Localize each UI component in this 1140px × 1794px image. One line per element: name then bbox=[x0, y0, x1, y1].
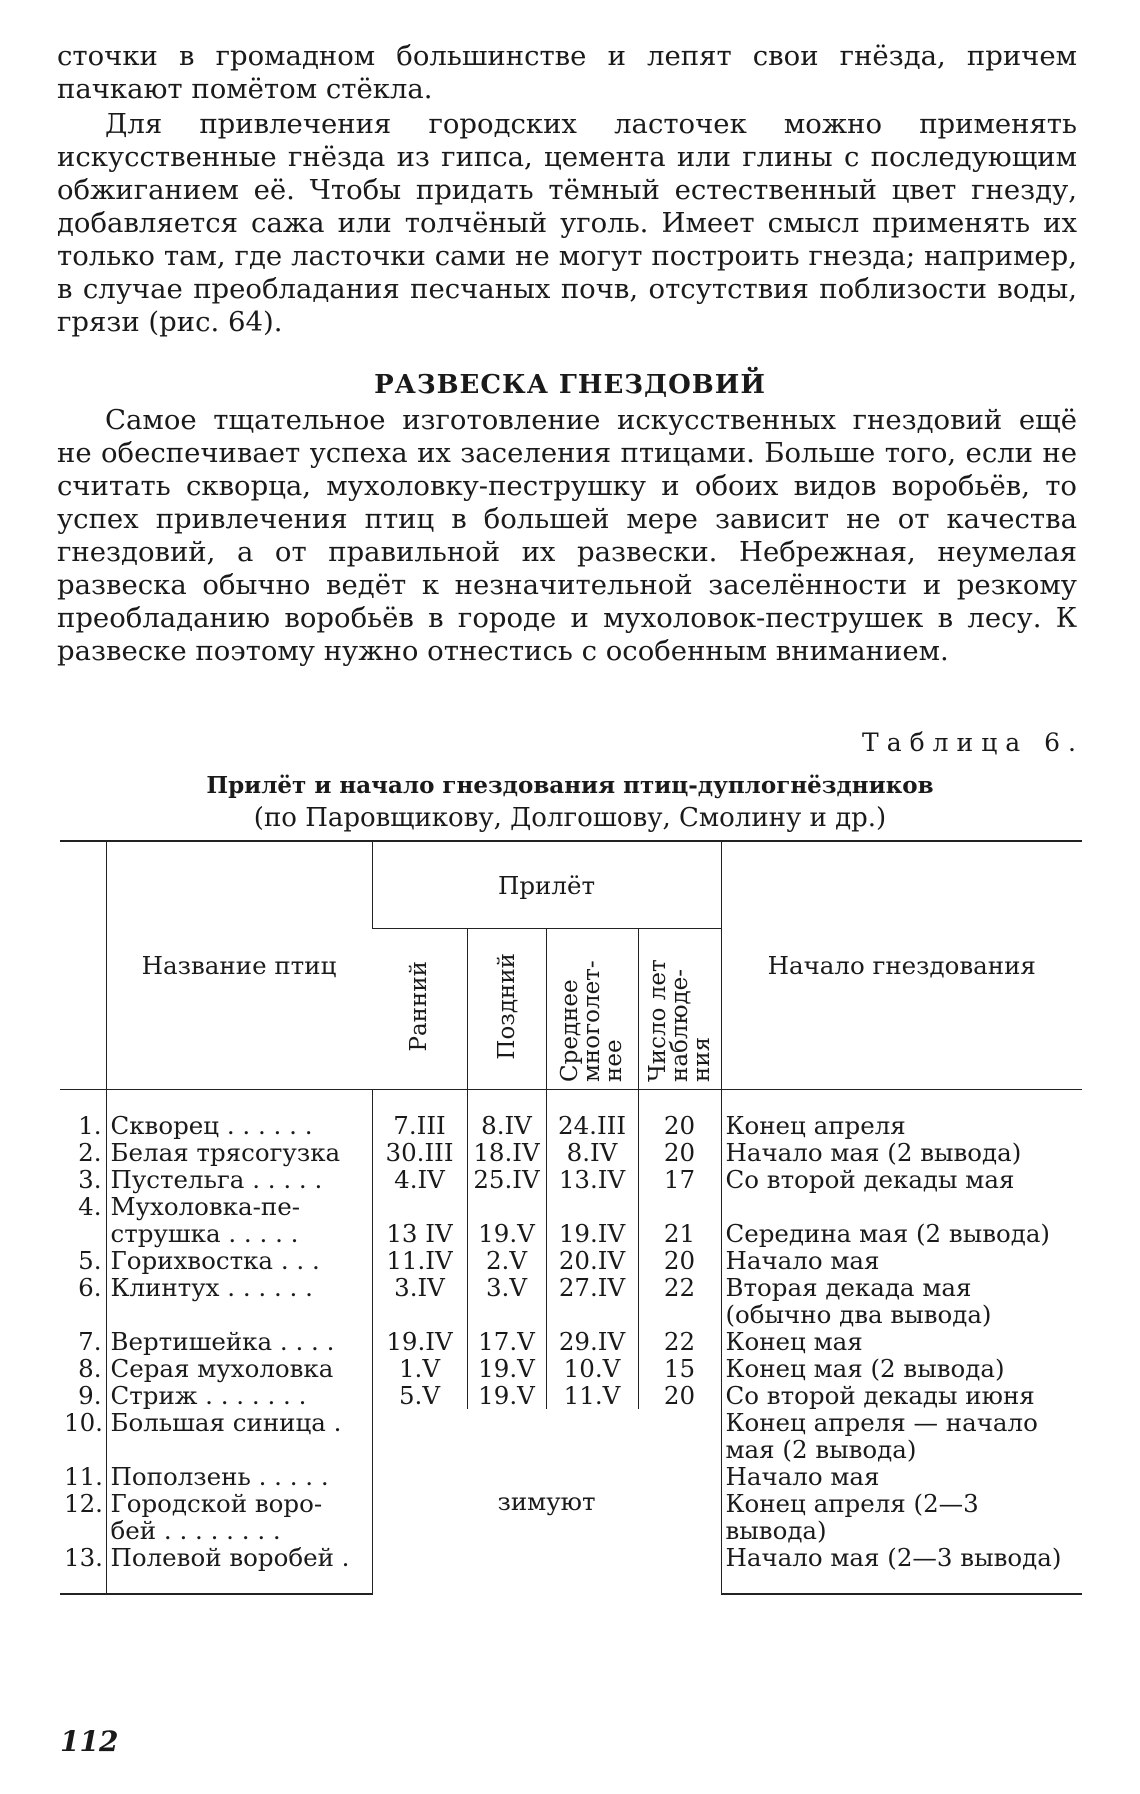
table-row: 8. Серая мухоловка 1.V 19.V 10.V 15 Конец мая (2 вывода) bbox=[60, 1355, 1082, 1382]
header-years: Число лет наблюде- ния bbox=[638, 929, 721, 1090]
header-nesting: Начало гнездования bbox=[721, 841, 1082, 1090]
header-arrival: Прилёт bbox=[372, 841, 721, 929]
header-number bbox=[60, 841, 106, 1090]
table-label: Таблица 6. bbox=[862, 728, 1084, 757]
table-title: Прилёт и начало гнездования птиц-дуплогнёздников bbox=[206, 772, 934, 799]
header-early: Ранний bbox=[406, 961, 433, 1052]
bird-arrival-table bbox=[60, 840, 1082, 1595]
paragraph-hanging: Самое тщательное изготовление искусственных гнездовий ещё не обеспечивает успеха их заселения птицами. Больше того, если не считать скворца, мухоловку-пеструшку и обоих видов воробьёв, то успех привлечения птиц в большей мере зависит не от качества гнездовий, а от правильной их развески. Небрежная, неумелая развеска обычно ведёт к незначительной заселённости и резкому преобладанию воробьёв в городе и мухоловок-пеструшек в лесу. К развеске поэтому нужно отнестись с особенным вниманием. bbox=[57, 404, 1077, 667]
header-bird-name: Название птиц bbox=[106, 841, 372, 1090]
table-row: 11. Поползень . . . . . Начало мая bbox=[60, 1463, 1082, 1490]
table-source: (по Паровщикову, Долгошову, Смолину и др.) bbox=[253, 803, 887, 833]
table-row: 10. Большая синица . зимуют Конец апреля — начало мая (2 вывода) bbox=[60, 1409, 1082, 1463]
table-row: 4. Мухоловка-пе- струшка . . . . . 13 IV 19.V 19.IV 21 Середина мая (2 вывода) bbox=[60, 1193, 1082, 1247]
table-row: 13. Полевой воробей . Начало мая (2—3 вывода) bbox=[60, 1544, 1082, 1594]
header-average: Среднее многолет- нее bbox=[546, 929, 638, 1090]
table-row: 2. Белая трясогузка 30.III 18.IV 8.IV 20 Начало мая (2 вывода) bbox=[60, 1139, 1082, 1166]
table-row: 9. Стриж . . . . . . . 5.V 19.V 11.V 20 Со второй декады июня bbox=[60, 1382, 1082, 1409]
paragraph-continuation: сточки в громадном большинстве и лепят свои гнёзда, причем пачкают помётом стёкла. bbox=[57, 40, 1077, 105]
table-row: 3. Пустельга . . . . . 4.IV 25.IV 13.IV 17 Со второй декады мая bbox=[60, 1166, 1082, 1193]
header-late: Поздний bbox=[467, 929, 546, 1090]
page-number: 112 bbox=[60, 1725, 119, 1758]
table-row: 6. Клинтух . . . . . . 3.IV 3.V 27.IV 22 Вторая декада мая (обычно два вывода) bbox=[60, 1274, 1082, 1328]
section-heading: РАЗВЕСКА ГНЕЗДОВИЙ bbox=[374, 370, 766, 400]
table-row: 12. Городской воро- бей . . . . . . . . Конец апреля (2—3 вывода) bbox=[60, 1490, 1082, 1544]
table-row: 7. Вертишейка . . . . 19.IV 17.V 29.IV 22 Конец мая bbox=[60, 1328, 1082, 1355]
table-row: 1. Скворец . . . . . . 7.III 8.IV 24.III 20 Конец апреля bbox=[60, 1090, 1082, 1140]
table-row: 5. Горихвостка . . . 11.IV 2.V 20.IV 20 Начало мая bbox=[60, 1247, 1082, 1274]
wintering-cell: зимуют bbox=[372, 1409, 721, 1594]
paragraph-swallows: Для привлечения городских ласточек можно применять искусственные гнёзда из гипса, цемента или глины с последующим обжиганием её. Чтобы придать тёмный естественный цвет гнезду, добавляется сажа или толчёный уголь. Имеет смысл применять их только там, где ласточки сами не могут построить гнезда; например, в случае преобладания песчаных почв, отсутствия поблизости воды, грязи (рис. 64). bbox=[57, 108, 1077, 338]
